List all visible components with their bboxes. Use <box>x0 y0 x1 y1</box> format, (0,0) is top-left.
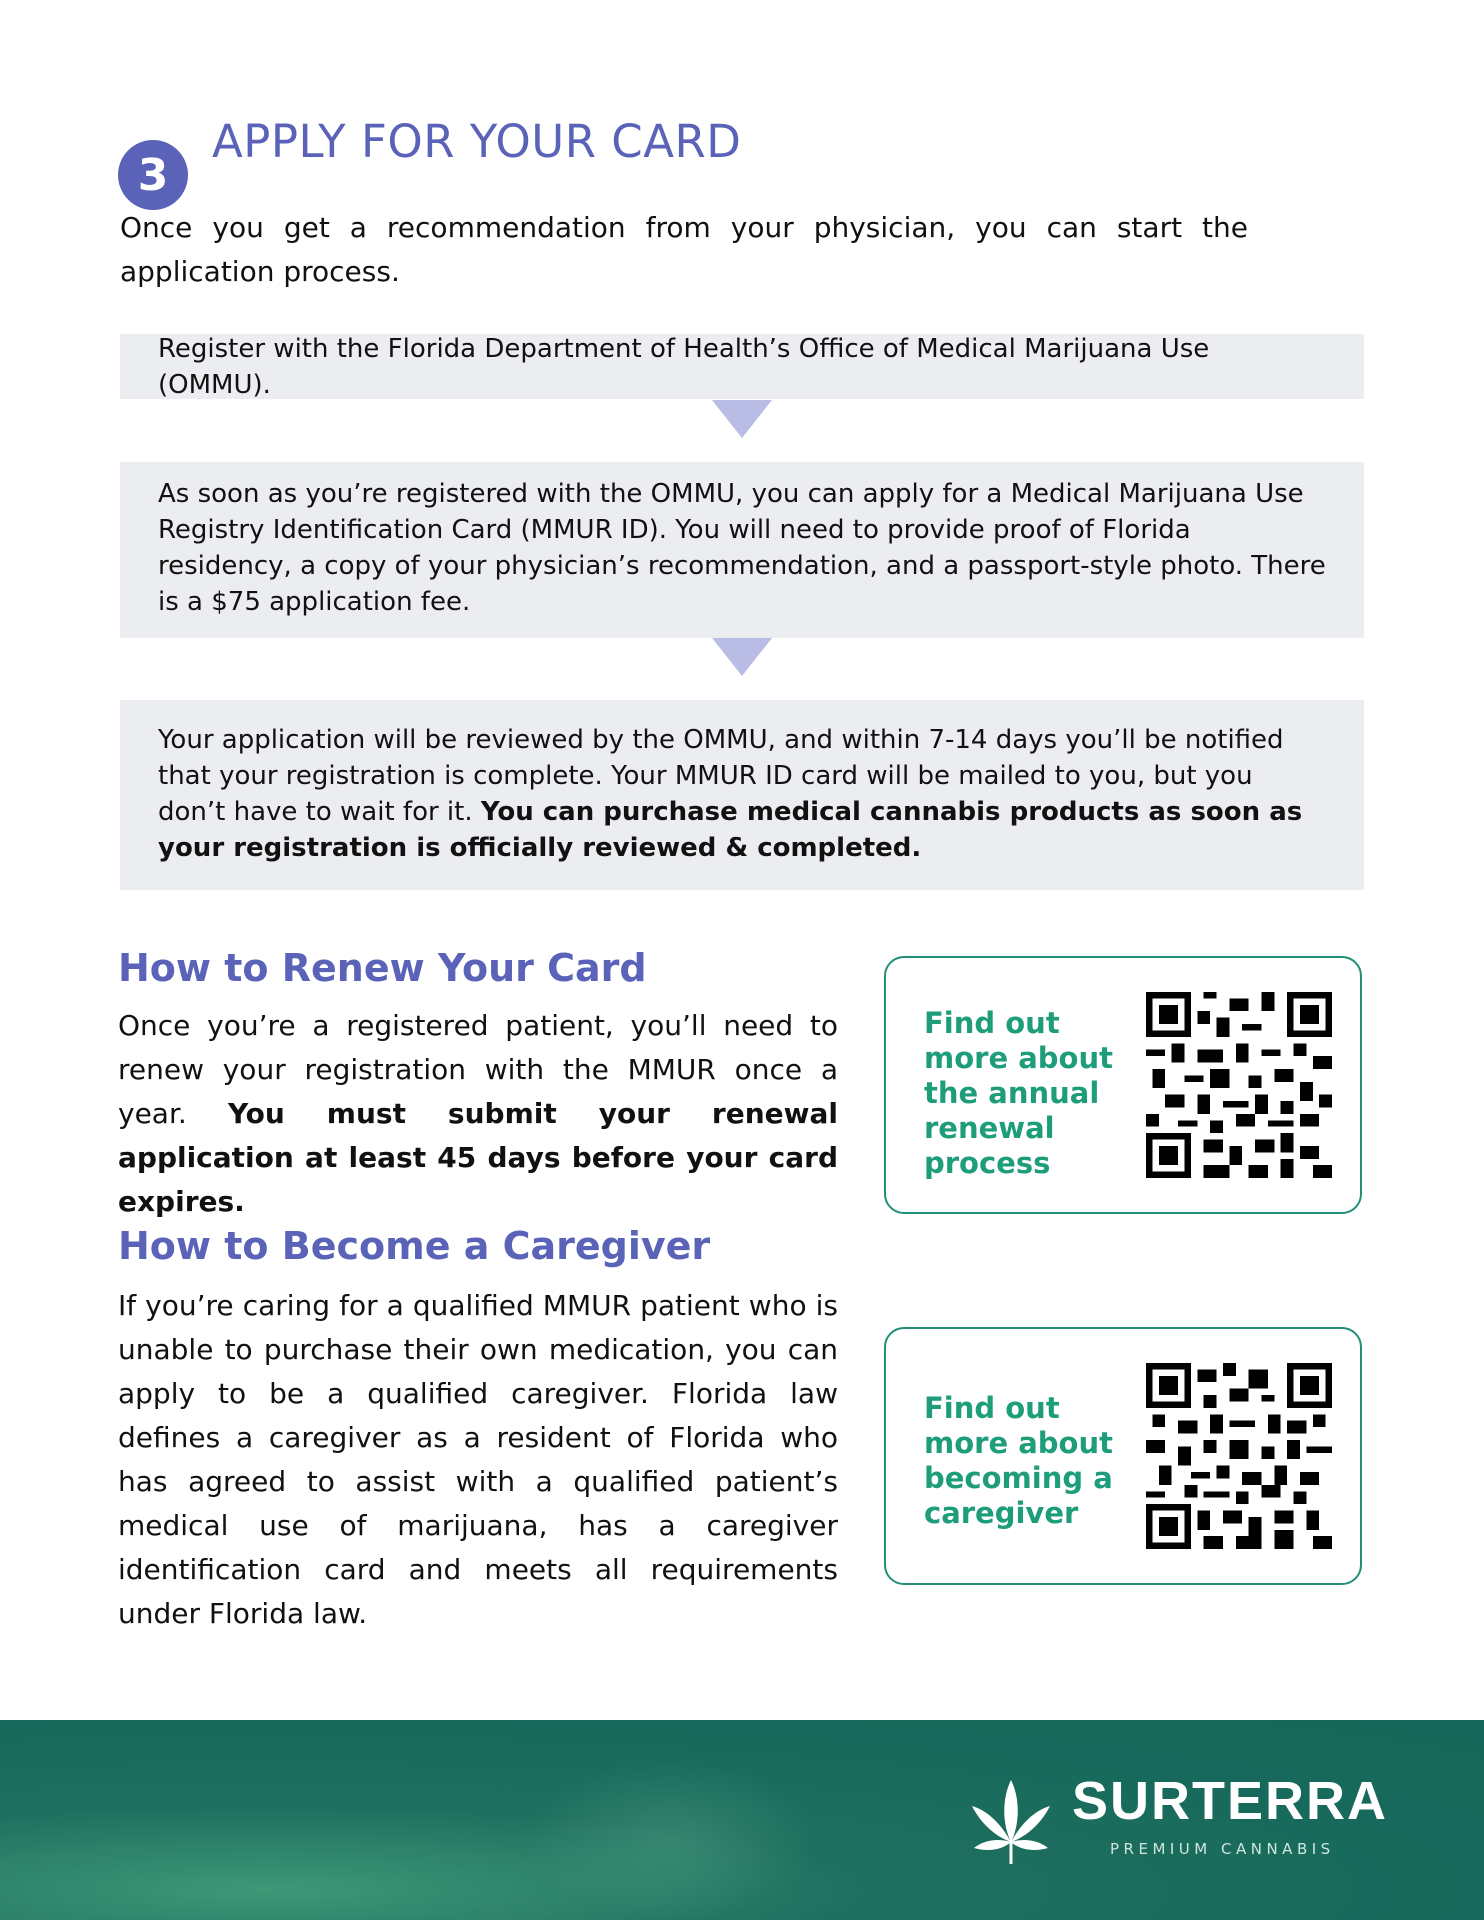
qr-code-icon[interactable] <box>1146 992 1332 1178</box>
step-box-3 <box>120 700 1364 890</box>
step-3-text: Your application will be reviewed by the OMMU, and within 7-14 days you’ll be notified that your registration is complete. Your MMUR ID card will be mailed to you, but you don’t have to wait for it. <box>158 725 1284 827</box>
caregiver-heading: How to Become a Caregiver <box>118 1224 711 1268</box>
section-header <box>118 112 741 210</box>
step-2-text: As soon as you’re registered with the OMMU, you can apply for a Medical Marijuana Use Registry Identification Card (MMUR ID). You will need to provide proof of Florida residency, a copy of your physician’s recommendation, and a passport-style photo. There is a $75 application fee. <box>158 479 1326 617</box>
down-arrow-icon <box>712 638 772 676</box>
renewal-qr-card[interactable] <box>884 956 1362 1214</box>
renewal-qr-label: Find out more about the annual renewal process <box>924 1006 1113 1180</box>
section-title: APPLY FOR YOUR CARD <box>212 115 742 169</box>
renew-bold-text: You must submit your renewal application at least 45 days before your card expires. <box>118 1097 839 1218</box>
caregiver-qr-label: Find out more about becoming a caregiver <box>924 1391 1113 1530</box>
step-number-badge: 3 <box>118 140 188 210</box>
step-1-text: Register with the Florida Department of Health’s Office of Medical Marijuana Use (OMMU). <box>158 333 1210 400</box>
down-arrow-icon <box>712 400 772 438</box>
qr-code-icon[interactable] <box>1146 1363 1332 1549</box>
brand-logo-text: SURTERRA <box>1072 1771 1389 1831</box>
renew-text <box>118 1004 838 1224</box>
renew-body: Once you’re a registered patient, you’ll need to renew your registration with the MMUR once a year. <box>118 1009 838 1130</box>
footer-banner <box>0 1720 1484 1920</box>
step-box-1 <box>120 334 1364 399</box>
step-box-2 <box>120 462 1364 638</box>
caregiver-text: If you’re caring for a qualified MMUR patient who is unable to purchase their own medication, you can apply to be a qualified caregiver. Florida law defines a caregiver as a resident of Florida who has agreed to assist with a qualified patient’s medical use of marijuana, has a caregiver identification card and meets all requirements under Florida law. <box>118 1289 838 1630</box>
renew-heading: How to Renew Your Card <box>118 946 647 990</box>
brand-tagline: PREMIUM CANNABIS <box>1110 1840 1335 1858</box>
caregiver-qr-card[interactable] <box>884 1327 1362 1585</box>
step-3-bold-text: You can purchase medical cannabis products as soon as your registration is officially reviewed & completed. <box>158 797 1303 863</box>
footer-glow <box>520 1760 820 1920</box>
intro-text: Once you get a recommendation from your physician, you can start the application process. <box>120 211 1248 288</box>
cannabis-leaf-icon <box>968 1776 1054 1866</box>
